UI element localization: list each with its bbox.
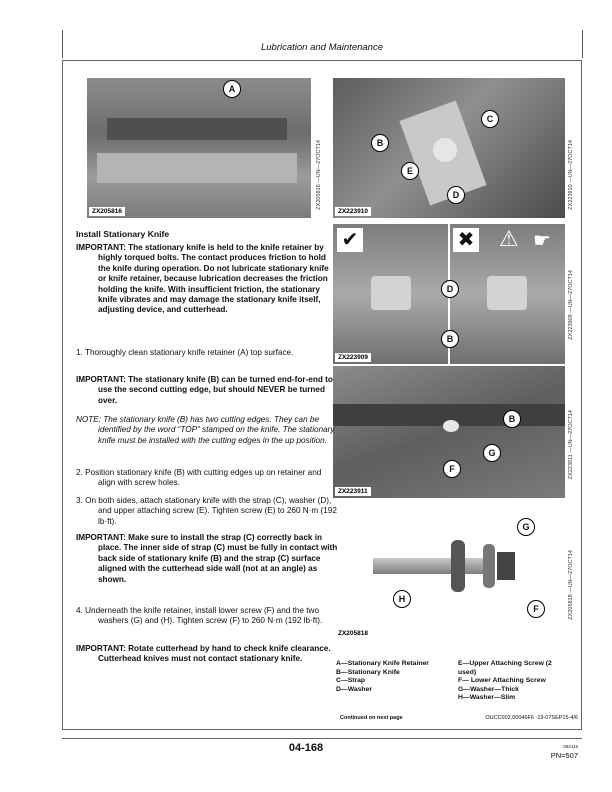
print-code: 062115 [563, 744, 578, 749]
legend-item: A—Stationary Knife Retainer [336, 660, 429, 667]
callout-d: D [447, 186, 465, 204]
callout-a: A [223, 80, 241, 98]
warning-icon: ⚠ [499, 226, 519, 251]
step-4: 4. Underneath the knife retainer, install lower screw (F) and the two washers (G) and (H). Tighten screw (F) to 260 N·m (192 lb·ft). [76, 606, 323, 626]
knife-retainer-photo [87, 78, 311, 218]
callout-f: F [527, 600, 545, 618]
continued-note: Continued on next page [340, 715, 403, 721]
cross-icon: ✖ [453, 228, 479, 252]
legend-item: C—Strap [336, 677, 366, 685]
legend-item: E—Upper Attaching Screw (2 used) [458, 660, 552, 676]
callout-b: B [371, 134, 389, 152]
image-id: ZX223909 [335, 353, 371, 362]
image-id: ZX205816 [89, 207, 125, 216]
image-id: ZX205818 [335, 629, 371, 638]
header-rule-right [582, 30, 583, 58]
footer-rule [62, 738, 582, 739]
important-note-1: IMPORTANT: The stationary knife is held to the knife retainer by highly torqued bolts. The contact produces friction to hold the knife during operation. Do not lubricate stationary knife or knife retainer, because lubrication decreases the friction holding the knife. With insufficient friction, the stationary knife vibrates and may damage the stationary knife itself, adjusting device, and cutterhead. [76, 243, 329, 315]
legend-item: F— Lower Attaching Screw [458, 677, 546, 685]
legend-left [336, 660, 454, 694]
legend-item: H—Washer—Slim [458, 694, 516, 702]
strap-screw-photo [333, 78, 565, 218]
callout-b: B [503, 410, 521, 428]
callout-g: G [517, 518, 535, 536]
callout-b: B [441, 330, 459, 348]
callout-g: G [483, 444, 501, 462]
image-id: ZX223911 [335, 487, 371, 496]
screw-washers-photo [333, 502, 565, 640]
legend-right [458, 660, 570, 703]
note-cutting-edges: NOTE: The stationary knife (B) has two cutting edges. They can be identified by the word “TOP” stamped on the knife. The stationary knife must be installed with the cutting edges in the up position. [76, 415, 335, 445]
callout-e: E [401, 162, 419, 180]
callout-f: F [443, 460, 461, 478]
correct-incorrect-photo [333, 224, 565, 364]
image-side-caption: ZX223911 —UN—27OCT14 [568, 410, 574, 480]
step-2: 2. Position stationary knife (B) with cutting edges up on retainer and align with screw holes. [76, 468, 322, 488]
callout-c: C [481, 110, 499, 128]
image-side-caption: ZX223909 —UN—27OCT14 [568, 270, 574, 340]
legend-item: G—Washer—Thick [458, 685, 519, 693]
legend-item: B—Stationary Knife [336, 668, 400, 676]
check-icon: ✔ [337, 228, 363, 252]
step-1: 1. Thoroughly clean stationary knife retainer (A) top surface. [76, 348, 294, 357]
document-reference: OUCC002,00046F6 -19-07SEP15-4/6 [485, 715, 578, 721]
legend-item: D—Washer [336, 685, 373, 693]
page-number: 04-168 [288, 742, 324, 754]
image-id: ZX223910 [335, 207, 371, 216]
callout-h: H [393, 590, 411, 608]
important-note-3: IMPORTANT: Make sure to install the strap (C) correctly back in place. The inner side of strap (C) must be fully in contact with back side of stationary knife (B) and the strap (C) surface aligned with the cutterhead side wall (not at an angle) as shown. [76, 533, 338, 584]
image-side-caption: ZX205818 —UN—27OCT14 [568, 550, 574, 620]
important-note-4: IMPORTANT: Rotate cutterhead by hand to check knife clearance. Cutterhead knives must not contact stationary knife. [76, 644, 331, 664]
pn-number: PN=507 [550, 751, 578, 760]
lower-screw-photo [333, 366, 565, 498]
section-heading: Install Stationary Knife [76, 229, 170, 239]
important-note-2: IMPORTANT: The stationary knife (B) can be turned end-for-end to use the second cutting edge, but should NEVER be turned over. [76, 375, 333, 405]
step-3: 3. On both sides, attach stationary knife with the strap (C), washer (D), and upper attaching screw (E). Tighten screw (E) to 260 N·m (192 lb·ft). [76, 496, 337, 526]
hand-icon: ☛ [533, 230, 551, 252]
page-header-title: Lubrication and Maintenance [260, 42, 383, 53]
callout-d: D [441, 280, 459, 298]
image-side-caption: ZX205816 —UN—27OCT14 [316, 140, 322, 210]
image-side-caption: ZX223910 —UN—27OCT14 [568, 140, 574, 210]
